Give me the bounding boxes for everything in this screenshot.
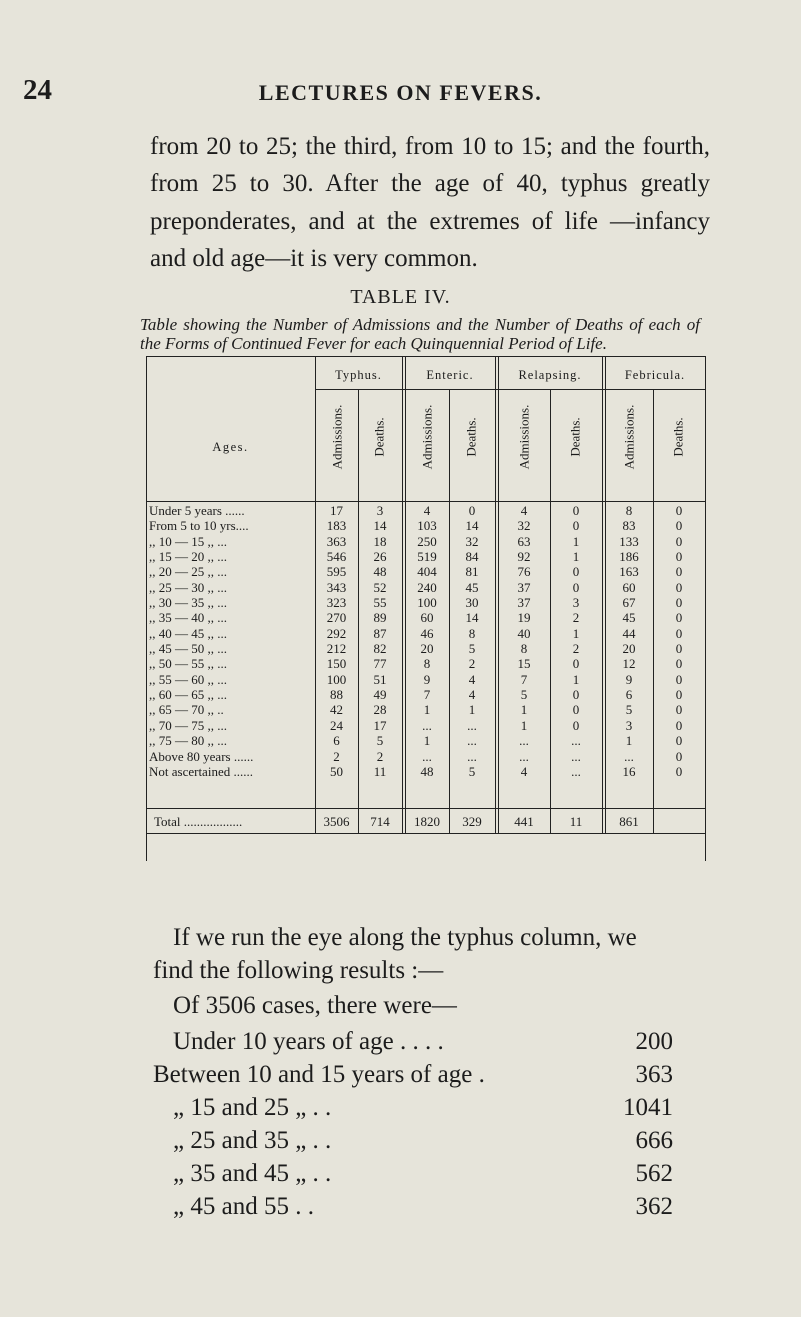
table-cell: 28 (373, 702, 387, 718)
results-intro: Of 3506 cases, there were— (173, 992, 457, 1019)
page-header (0, 74, 801, 114)
table-row (146, 626, 706, 641)
table-cell: 2 (572, 610, 580, 626)
table-cell: 0 (675, 549, 683, 565)
table-cell: 0 (675, 610, 683, 626)
table-cell: 7 (520, 671, 528, 687)
row-label: Above 80 years ...... (149, 748, 254, 764)
row-label: ,, 50 — 55 ,, ... (149, 656, 227, 672)
table-cell: 46 (420, 625, 434, 641)
table-cell: 0 (572, 687, 580, 703)
row-label: ,, 35 — 40 ,, ... (149, 610, 227, 626)
table-cell: 270 (326, 610, 347, 626)
table-cell: 89 (373, 610, 387, 626)
table-cell: 24 (330, 717, 343, 733)
table-cell: 0 (675, 763, 683, 779)
table-cell: ... (422, 748, 432, 764)
total-row (146, 814, 706, 830)
table-cell: 186 (619, 549, 639, 565)
table-cell: 4 (423, 503, 431, 518)
table-cell: 14 (373, 518, 387, 534)
table-cell: 2 (468, 656, 476, 672)
table-cell: 16 (622, 763, 636, 779)
group-relapsing: Relapsing. (518, 368, 582, 382)
table-cell: 5 (625, 702, 633, 718)
table-row (146, 749, 706, 764)
table-cell: 0 (675, 687, 683, 703)
mortality-table (146, 356, 706, 861)
table-cell: 1 (572, 671, 580, 687)
table-cell: 0 (572, 503, 580, 518)
table-cell: 32 (517, 518, 531, 534)
table-cell: 240 (417, 579, 437, 595)
table-cell: 0 (572, 518, 580, 534)
table-cell: 20 (420, 641, 434, 657)
row-label: ,, 60 — 65 ,, ... (149, 687, 227, 703)
table-cell: ... (467, 717, 477, 733)
total-cell: 861 (619, 814, 639, 829)
table-cell: 0 (675, 733, 683, 749)
row-label: ,, 70 — 75 ,, ... (149, 717, 227, 733)
result-row (173, 1028, 673, 1061)
febricula-admissions-header: Admissions. (621, 404, 636, 470)
result-value: 666 (635, 1127, 673, 1154)
table-cell: 30 (465, 595, 479, 611)
table-cell: 0 (572, 702, 580, 718)
typhus-admissions-header: Admissions. (329, 404, 344, 470)
table-cell: 37 (517, 579, 531, 595)
table-cell: 100 (417, 595, 437, 611)
table-row (146, 656, 706, 671)
table-cell: 45 (465, 579, 479, 595)
result-row (173, 1160, 673, 1193)
table-cell: 32 (465, 533, 479, 549)
result-value: 562 (635, 1160, 673, 1187)
table-cell: 4 (468, 687, 476, 703)
table-cell: 8 (520, 641, 528, 657)
table-cell: 1 (423, 702, 431, 718)
table-cell: 48 (373, 564, 387, 580)
result-value: 1041 (623, 1094, 673, 1121)
total-cell: 441 (514, 814, 534, 829)
table-cell: 5 (468, 641, 476, 657)
table-cell: 51 (373, 671, 387, 687)
table-cell: 17 (330, 503, 343, 518)
group-enteric: Enteric. (426, 368, 474, 382)
table-cell: 0 (675, 564, 683, 580)
table-cell: 250 (417, 533, 437, 549)
result-label: Between 10 and 15 years of age . (153, 1061, 485, 1088)
table-cell: ... (519, 733, 529, 749)
table-row (146, 610, 706, 625)
table-cell: 50 (330, 763, 343, 779)
result-value: 363 (635, 1061, 673, 1088)
table-cell: 0 (675, 748, 683, 764)
table-row (146, 764, 706, 779)
table-cell: 18 (373, 533, 387, 549)
table-cell: 0 (675, 641, 683, 657)
table-cell: 163 (619, 564, 639, 580)
result-label: „ 45 and 55 . . (173, 1193, 314, 1220)
table-cell: 11 (373, 763, 387, 779)
table-cell: 183 (326, 518, 347, 534)
total-cell: 329 (462, 814, 482, 829)
row-label: ,, 20 — 25 ,, ... (149, 564, 227, 580)
table-body (146, 503, 706, 779)
table-row (146, 687, 706, 702)
result-value: 362 (635, 1193, 673, 1220)
table-cell: 5 (520, 687, 528, 703)
result-row (173, 1094, 673, 1127)
table-cell: 0 (675, 656, 683, 672)
table-cell: 2 (333, 748, 340, 764)
enteric-admissions-header: Admissions. (419, 404, 434, 470)
table-cell: 5 (468, 763, 476, 779)
row-label: ,, 75 — 80 ,, ... (149, 733, 227, 749)
table-cell: 37 (517, 595, 531, 611)
table-row (146, 733, 706, 748)
table-row (146, 672, 706, 687)
page-number: 24 (23, 74, 52, 106)
table-row (146, 549, 706, 564)
row-label: ,, 40 — 45 ,, ... (149, 625, 227, 641)
table-cell: 1 (572, 533, 580, 549)
table-cell: 6 (333, 733, 340, 749)
table-cell: 2 (572, 641, 580, 657)
table-cell: 0 (675, 671, 683, 687)
table-cell: 60 (622, 579, 636, 595)
table-cell: 1 (625, 733, 633, 749)
table-cell: 0 (675, 518, 683, 534)
row-label: ,, 65 — 70 ,, .. (149, 702, 224, 718)
table-cell: ... (571, 748, 581, 764)
table-cell: 44 (622, 625, 636, 641)
table-cell: 103 (417, 518, 437, 534)
intro-paragraph (150, 128, 710, 277)
table-cell: 3 (376, 503, 384, 518)
total-cell: 3506 (323, 814, 350, 829)
table-cell: 45 (622, 610, 636, 626)
table-cell: 4 (468, 671, 476, 687)
table-cell: 0 (675, 579, 683, 595)
table-cell: 404 (417, 564, 437, 580)
table-cell: 19 (517, 610, 531, 626)
table-cell: 8 (423, 656, 431, 672)
table-cell: 546 (326, 549, 347, 565)
row-label: Not ascertained ...... (149, 763, 253, 779)
row-label: ,, 45 — 50 ,, ... (149, 641, 227, 657)
table-cell: ... (422, 717, 432, 733)
table-cell: 60 (420, 610, 434, 626)
table-cell: 3 (572, 595, 580, 611)
outro-line-1: If we run the eye along the typhus column, we (173, 924, 637, 951)
table-cell: 9 (625, 671, 633, 687)
table-cell: 1 (520, 717, 528, 733)
total-label: Total .................. (154, 814, 243, 829)
table-cell: 20 (622, 641, 636, 657)
row-label: ,, 10 — 15 ,, ... (149, 533, 227, 549)
table-cell: 6 (625, 687, 633, 703)
table-row (146, 518, 706, 533)
table-cell: 52 (373, 579, 387, 595)
table-cell: 63 (517, 533, 531, 549)
table-cell: 77 (373, 656, 387, 672)
table-cell: 0 (675, 503, 683, 518)
table-cell: 14 (465, 518, 479, 534)
outro-line-2: find the following results :— (153, 957, 444, 984)
relapsing-admissions-header: Admissions. (516, 404, 531, 470)
table-cell: 15 (517, 656, 531, 672)
table-cell: 292 (326, 625, 347, 641)
table-cell: 1 (572, 549, 580, 565)
result-label: „ 15 and 25 „ . . (173, 1094, 332, 1121)
table-cell: 87 (373, 625, 387, 641)
table-cell: 212 (326, 641, 347, 657)
table-cell: ... (519, 748, 529, 764)
table-cell: 1 (520, 702, 528, 718)
table-cell: 323 (326, 595, 347, 611)
table-cell: 0 (572, 564, 580, 580)
table-cell: ... (624, 748, 634, 764)
total-cell: 714 (370, 814, 390, 829)
result-value: 200 (635, 1028, 673, 1055)
row-label: ,, 55 — 60 ,, ... (149, 671, 227, 687)
table-cell: 14 (465, 610, 479, 626)
total-cell: 1820 (414, 814, 440, 829)
result-label: Under 10 years of age . . . . (173, 1028, 444, 1055)
row-label: From 5 to 10 yrs.... (149, 518, 249, 534)
table-cell: 150 (326, 656, 347, 672)
table-cell: 133 (619, 533, 639, 549)
table-cell: 83 (622, 518, 636, 534)
table-title: TABLE IV. (350, 286, 451, 308)
ages-header: Ages. (212, 440, 249, 454)
table-row (146, 564, 706, 579)
table-cell: 42 (330, 702, 343, 718)
table-cell: ... (467, 748, 477, 764)
table-row (146, 718, 706, 733)
table-cell: 0 (572, 717, 580, 733)
table-cell: 88 (330, 687, 343, 703)
table-cell: 100 (326, 671, 347, 687)
table-cell: 17 (373, 717, 387, 733)
row-label: ,, 15 — 20 ,, ... (149, 549, 227, 565)
table-cell: 48 (420, 763, 434, 779)
table-cell: 67 (622, 595, 636, 611)
result-label: „ 25 and 35 „ . . (173, 1127, 332, 1154)
group-febricula: Febricula. (624, 368, 686, 382)
table-row (146, 580, 706, 595)
table-cell: 81 (465, 564, 479, 580)
table-cell: ... (571, 763, 581, 779)
table-cell: 8 (625, 503, 633, 518)
table-cell: 0 (675, 702, 683, 718)
result-row (173, 1193, 673, 1226)
table-cell: 2 (376, 748, 384, 764)
table-cell: 0 (468, 503, 476, 518)
result-row (153, 1061, 673, 1094)
table-cell: 0 (675, 533, 683, 549)
table-row (146, 641, 706, 656)
table-cell: 82 (373, 641, 387, 657)
table-row (146, 702, 706, 717)
table-cell: 84 (465, 549, 479, 565)
result-label: „ 35 and 45 „ . . (173, 1160, 332, 1187)
table-cell: 55 (373, 595, 387, 611)
table-cell: 0 (572, 579, 580, 595)
table-caption: Table showing the Number of Admissions and the Number of Deaths of each of the Forms of Continued Fever for each Quinquennial Period of Life. (140, 315, 700, 353)
table-cell: 3 (625, 717, 633, 733)
table-cell: 1 (423, 733, 431, 749)
table-cell: ... (571, 733, 581, 749)
result-row (173, 1127, 673, 1160)
table-cell: 0 (572, 656, 580, 672)
table-cell: 7 (423, 687, 431, 703)
group-typhus: Typhus. (335, 368, 382, 382)
table-cell: 0 (675, 625, 683, 641)
table-cell: 595 (326, 564, 347, 580)
table-cell: 4 (520, 763, 528, 779)
enteric-deaths-header: Deaths. (464, 417, 480, 457)
table-cell: 49 (373, 687, 387, 703)
table-cell: 519 (417, 549, 437, 565)
table-cell: 12 (622, 656, 636, 672)
table-cell: 1 (572, 625, 580, 641)
table-cell: 76 (517, 564, 531, 580)
table-row (146, 595, 706, 610)
table-cell: 343 (326, 579, 347, 595)
row-label: Under 5 years ...... (149, 503, 245, 518)
table-cell: 26 (373, 549, 387, 565)
row-label: ,, 30 — 35 ,, ... (149, 595, 227, 611)
table-cell: 92 (517, 549, 531, 565)
table-row (146, 503, 706, 518)
table-cell: 9 (423, 671, 431, 687)
row-label: ,, 25 — 30 ,, ... (149, 579, 227, 595)
table-cell: 0 (675, 717, 683, 733)
table-cell: 363 (326, 533, 347, 549)
table-cell: 1 (468, 702, 476, 718)
total-cell: 11 (569, 814, 583, 829)
intro-text: from 20 to 25; the third, from 10 to 15; and the fourth, from 25 to 30. After the age of 40, typhus greatly preponderates, and at the extremes of life —infancy and old age—it is very common. (150, 133, 710, 272)
table-cell: 5 (376, 733, 384, 749)
febricula-deaths-header: Deaths. (671, 417, 687, 457)
table-cell: 0 (675, 595, 683, 611)
table-cell: 4 (520, 503, 528, 518)
relapsing-deaths-header: Deaths. (568, 417, 584, 457)
running-title: LECTURES ON FEVERS. (258, 80, 543, 105)
table-cell: 40 (517, 625, 531, 641)
table-cell: ... (467, 733, 477, 749)
typhus-deaths-header: Deaths. (372, 417, 388, 457)
table-cell: 8 (468, 625, 476, 641)
table-row (146, 534, 706, 549)
